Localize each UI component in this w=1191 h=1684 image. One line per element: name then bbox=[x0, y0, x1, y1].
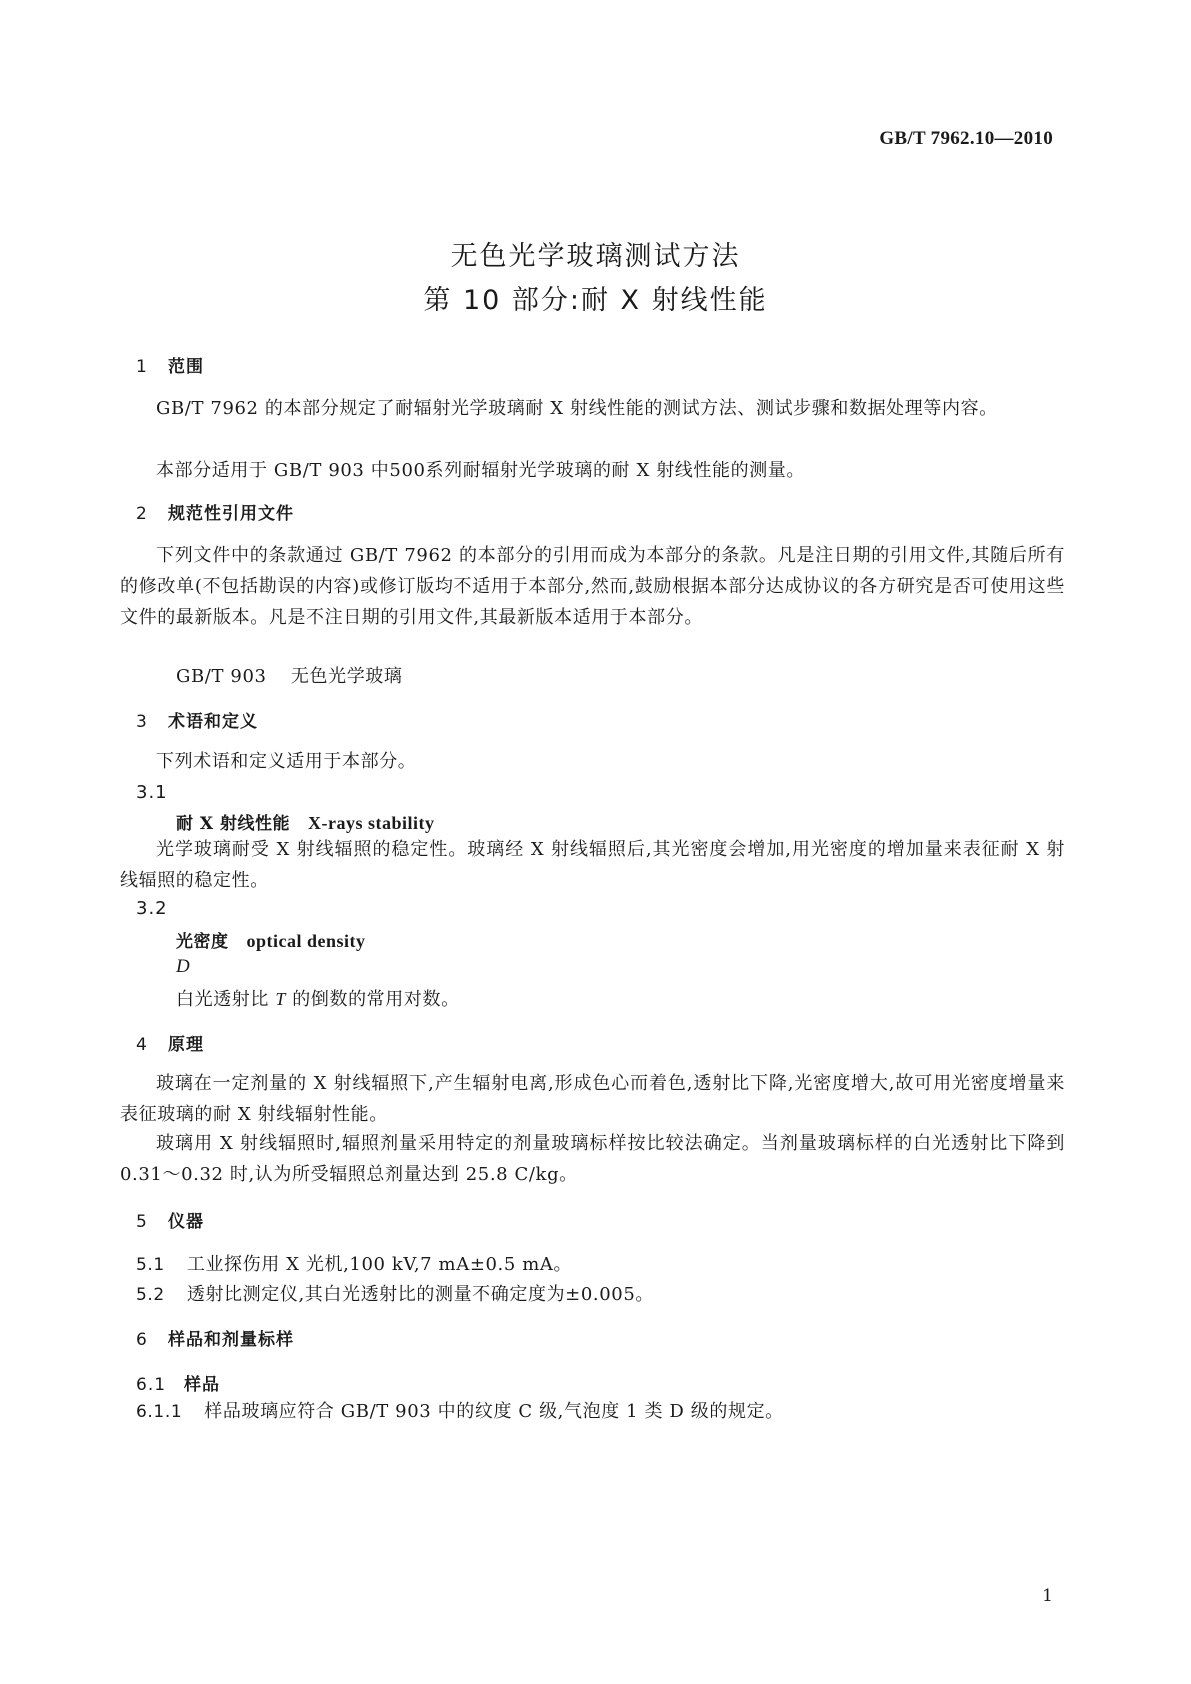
reference-code: GB/T 903 bbox=[176, 666, 267, 687]
clause-item bbox=[136, 1397, 784, 1423]
section-title: 仪器 bbox=[168, 1212, 204, 1232]
clause-number: 5.1 bbox=[136, 1255, 165, 1275]
reference-title: 无色光学玻璃 bbox=[290, 666, 403, 687]
document-subtitle: 第 10 部分:耐 X 射线性能 bbox=[423, 285, 768, 316]
paragraph: 本部分适用于 GB/T 903 中500系列耐辐射光学玻璃的耐 X 射线性能的测量。 bbox=[156, 460, 806, 481]
clause-number: 5.2 bbox=[136, 1285, 165, 1305]
term-chinese: 耐 X 射线性能 bbox=[176, 814, 291, 834]
definition-text: 白光透射比 bbox=[176, 989, 276, 1010]
section-5-heading bbox=[136, 1207, 204, 1232]
section-1-heading bbox=[136, 352, 204, 377]
subsection-title: 样品 bbox=[184, 1375, 220, 1395]
section-number: 5 bbox=[136, 1212, 148, 1232]
term-chinese: 光密度 bbox=[176, 932, 229, 952]
normative-reference bbox=[176, 662, 403, 688]
clause-text: 工业探伤用 X 光机,100 kV,7 mA±0.5 mA。 bbox=[186, 1254, 573, 1275]
term-symbol: D bbox=[176, 956, 190, 977]
paragraph: 玻璃在一定剂量的 X 射线辐照下,产生辐射电离,形成色心而着色,透射比下降,光密度增大,故可用光密度增量来表征玻璃的耐 X 射线辐射性能。 bbox=[120, 1073, 1065, 1125]
page-number: 1 bbox=[1042, 1586, 1053, 1606]
clause-text: 样品玻璃应符合 GB/T 903 中的纹度 C 级,气泡度 1 类 D 级的规定。 bbox=[204, 1401, 784, 1422]
section-number: 4 bbox=[136, 1035, 148, 1055]
section-title: 原理 bbox=[168, 1035, 204, 1055]
standard-number: GB/T 7962.10—2010 bbox=[879, 128, 1053, 149]
clause-item bbox=[136, 1250, 572, 1276]
section-6-heading bbox=[136, 1325, 294, 1350]
term-english: X-rays stability bbox=[308, 813, 435, 833]
variable: T bbox=[275, 989, 286, 1009]
term-definition: 光学玻璃耐受 X 射线辐照的稳定性。玻璃经 X 射线辐照后,其光密度会增加,用光密度的增加量来表征耐 X 射线辐照的稳定性。 bbox=[120, 839, 1065, 891]
section-number: 2 bbox=[136, 504, 148, 524]
clause-text: 透射比测定仪,其白光透射比的测量不确定度为±0.005。 bbox=[186, 1284, 654, 1305]
section-title: 样品和剂量标样 bbox=[168, 1330, 294, 1350]
paragraph: 下列文件中的条款通过 GB/T 7962 的本部分的引用而成为本部分的条款。凡是注日期的引用文件,其随后所有的修改单(不包括勘误的内容)或修订版均不适用于本部分,然而,鼓励根据本部分达成协议的各方研究是否可使用这些文件的最新版本。凡是不注日期的引用文件,其最新版本适用于本部分。 bbox=[120, 545, 1065, 628]
term-heading bbox=[176, 927, 366, 952]
definition-text: 的倒数的常用对数。 bbox=[285, 989, 460, 1010]
subsection-number: 6.1 bbox=[136, 1375, 167, 1395]
term-definition bbox=[176, 985, 460, 1011]
section-number: 3 bbox=[136, 712, 148, 732]
paragraph: GB/T 7962 的本部分规定了耐辐射光学玻璃耐 X 射线性能的测试方法、测试步骤和数据处理等内容。 bbox=[156, 398, 998, 419]
section-3-heading bbox=[136, 707, 258, 732]
clause-item bbox=[136, 1280, 654, 1306]
section-4-heading bbox=[136, 1030, 204, 1055]
clause-number: 6.1.1 bbox=[136, 1402, 183, 1422]
term-heading bbox=[176, 809, 435, 834]
section-title: 规范性引用文件 bbox=[168, 504, 294, 524]
document-title: 无色光学玻璃测试方法 bbox=[450, 241, 741, 272]
paragraph: 玻璃用 X 射线辐照时,辐照剂量采用特定的剂量玻璃标样按比较法确定。当剂量玻璃标样的白光透射比下降到 0.31～0.32 时,认为所受辐照总剂量达到 25.8 C/kg。 bbox=[120, 1133, 1065, 1185]
term-number: 3.2 bbox=[136, 898, 168, 919]
section-title: 术语和定义 bbox=[168, 712, 258, 732]
section-2-heading bbox=[136, 499, 294, 524]
section-number: 6 bbox=[136, 1330, 148, 1350]
term-english: optical density bbox=[246, 931, 366, 951]
section-number: 1 bbox=[136, 357, 148, 377]
subsection-heading bbox=[136, 1370, 220, 1395]
section-title: 范围 bbox=[168, 357, 204, 377]
paragraph: 下列术语和定义适用于本部分。 bbox=[156, 751, 417, 772]
term-number: 3.1 bbox=[136, 782, 168, 803]
